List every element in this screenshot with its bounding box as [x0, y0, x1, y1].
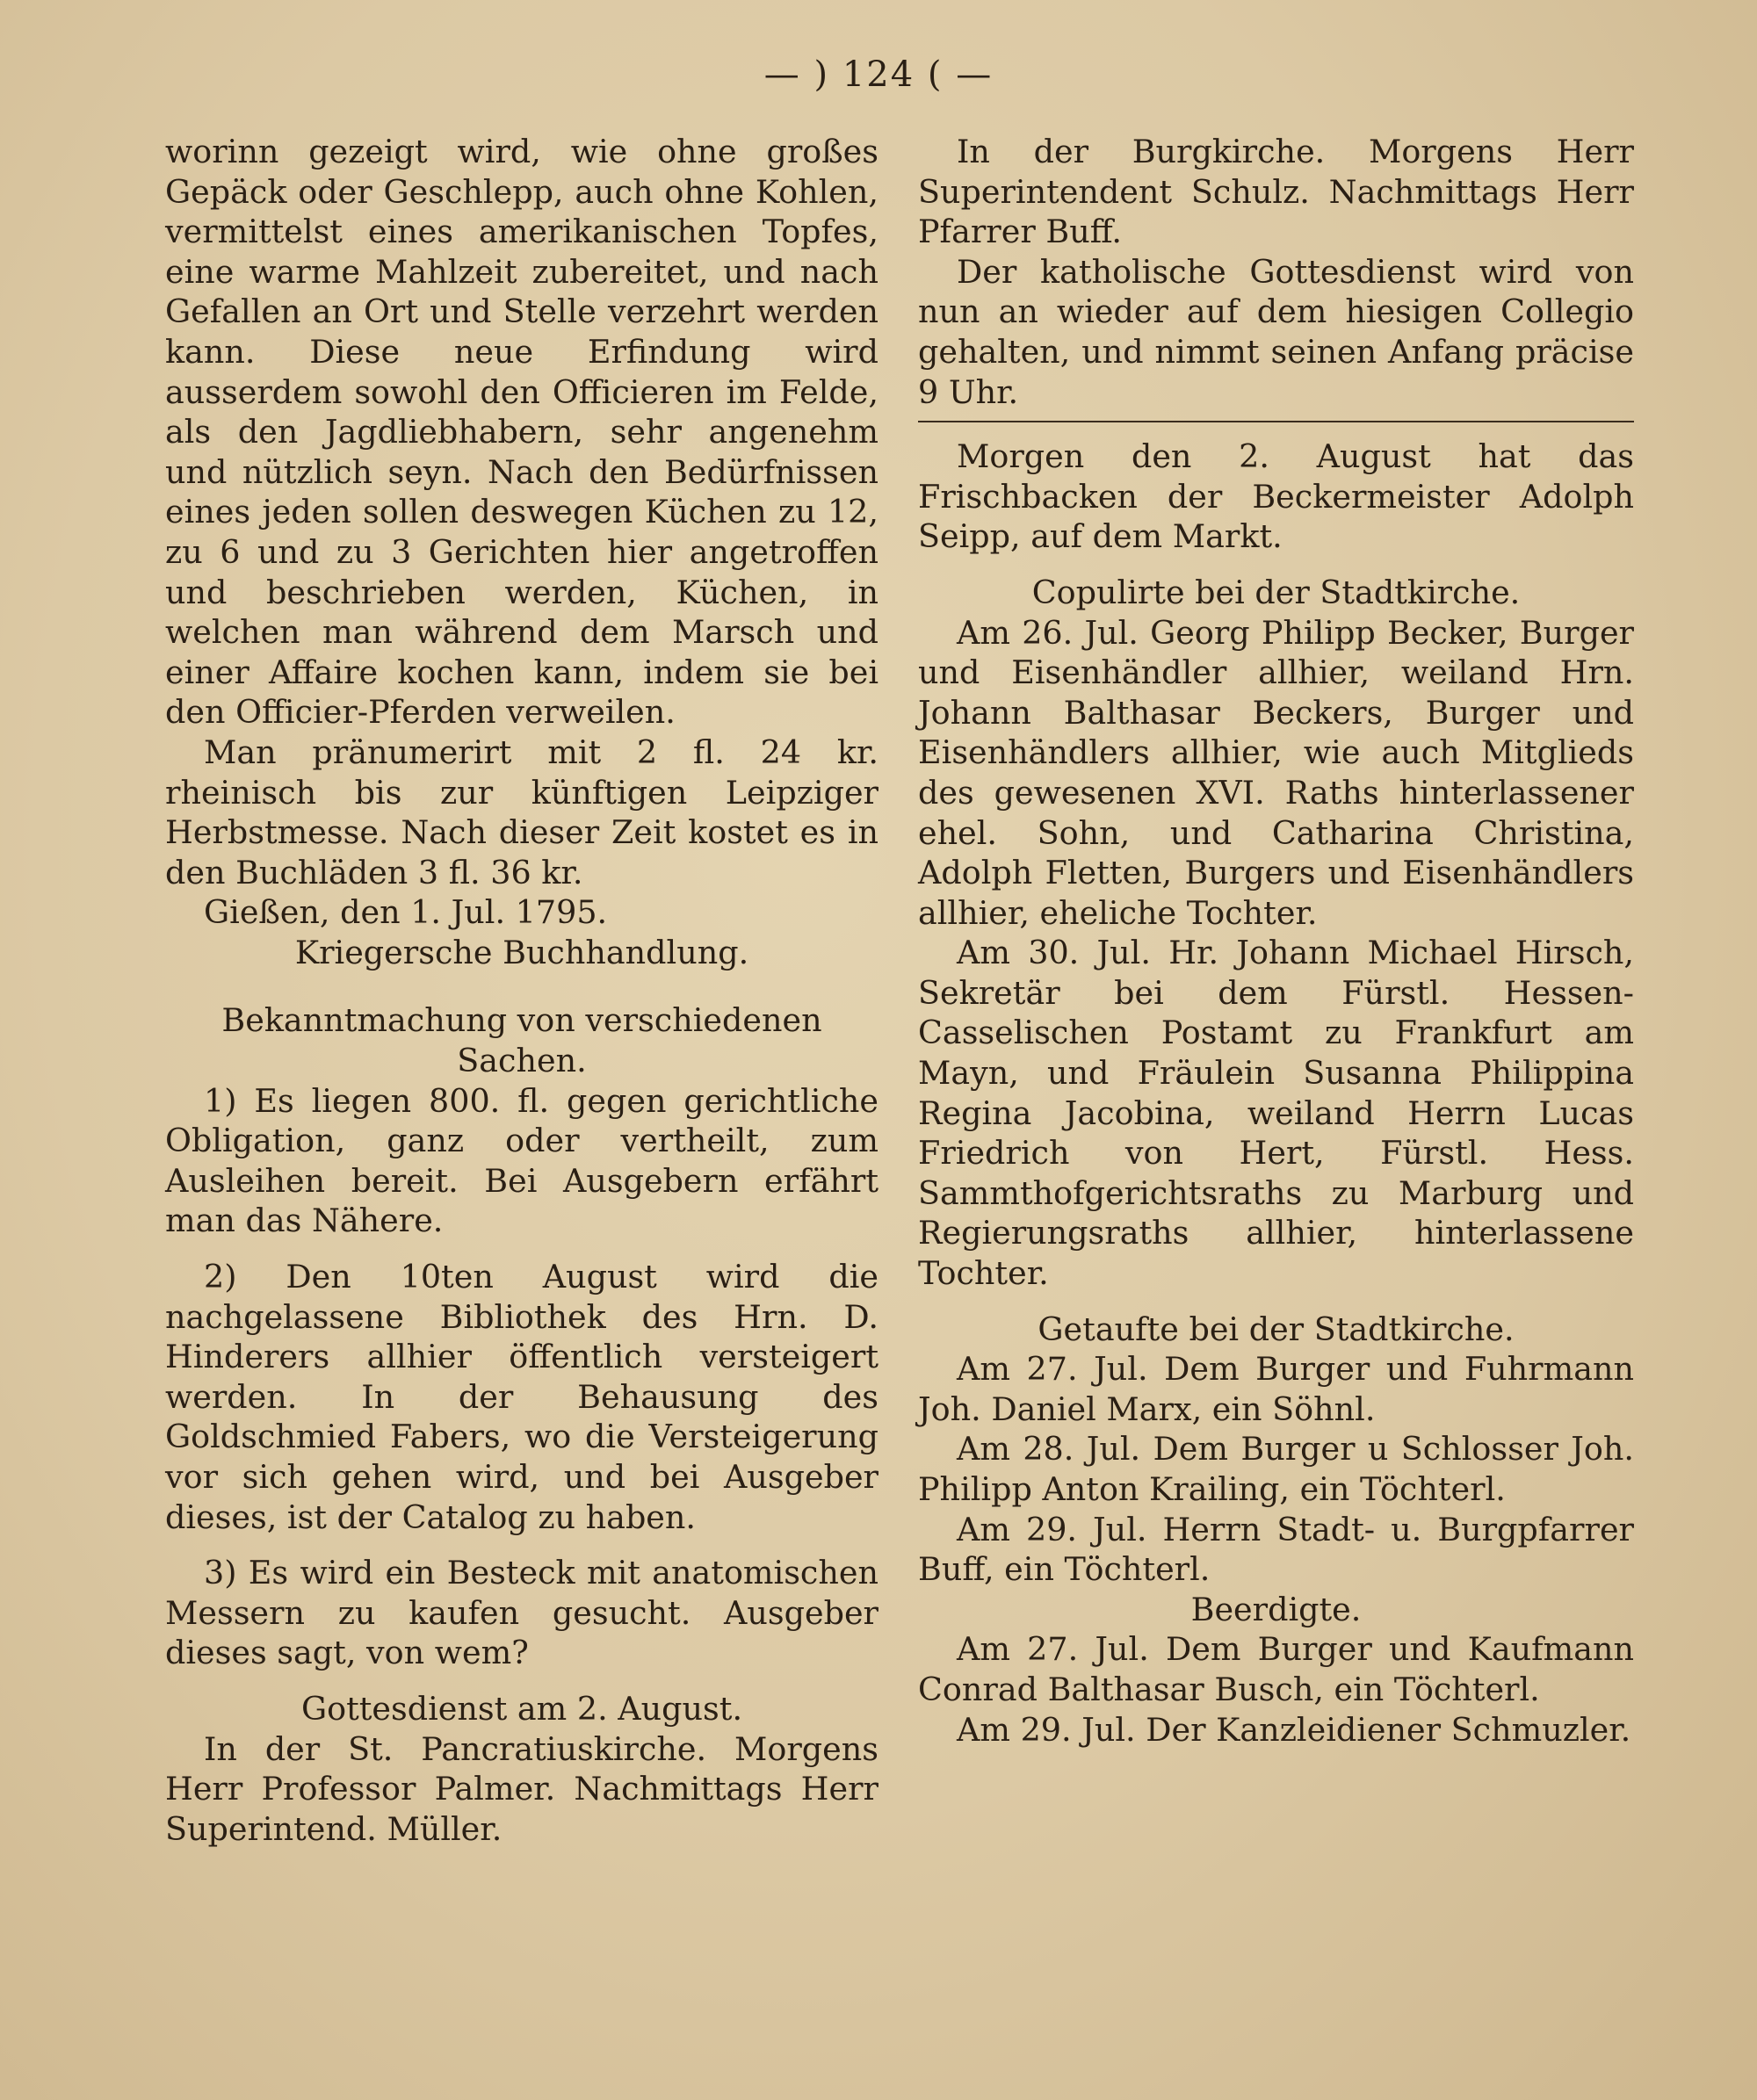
- buried-entry-2: Am 29. Jul. Der Kanzleidiener Schmuzler.: [957, 1710, 1631, 1749]
- baptized-heading: Getaufte bei der Stadtkirche.: [1038, 1310, 1515, 1348]
- buried-entry-1: Am 27. Jul. Dem Burger und Kaufmann Conrad Balthasar Busch, ein Töchterl.: [918, 1630, 1634, 1708]
- worship-text: In der St. Pancratiuskirche. Morgens Herr Professor Palmer. Nachmittags Herr Superintend. Müller.: [165, 1729, 878, 1848]
- baker-notice: Morgen den 2. August hat das Frischbacken der Beckermeister Adolph Seipp, auf dem Markt.: [918, 437, 1634, 556]
- announcement-item-1: 1) Es liegen 800. fl. gegen gerichtliche Obligation, ganz oder vertheilt, zum Ausleihen bereit. Bei Ausgebern erfährt man das Nähere.: [165, 1081, 878, 1240]
- section-divider: [918, 421, 1634, 422]
- book-notice-text: worinn gezeigt wird, wie ohne großes Gepäck oder Geschlepp, auch ohne Kohlen, vermittelst eines amerikanischen Topfes, eine warme Mahlzeit zubereitet, und nach Gefallen an Ort und Stelle verzehrt werden kann. Diese neue Erfindung wird ausserdem sowohl den Officieren im Felde, als den Jagdliebhabern, sehr angenehm und nützlich seyn. Nach den Bedürfnissen eines jeden sollen deswegen Küchen zu 12, zu 6 und zu 3 Gerichten hier angetroffen und beschrieben werden, Küchen, in welchen man während dem Marsch und einer Affaire kochen kann, indem sie bei den Officier-Pferden verweilen.: [165, 133, 878, 732]
- buried-heading: Beerdigte.: [1190, 1590, 1362, 1628]
- book-notice-price: Man pränumerirt mit 2 fl. 24 kr. rheinisch bis zur künftigen Leipziger Herbstmesse. Nach dieser Zeit kostet es in den Buchläden 3 fl. 36 kr.: [165, 732, 878, 891]
- worship-continued: In der Burgkirche. Morgens Herr Superintendent Schulz. Nachmittags Herr Pfarrer Buff.: [918, 133, 1634, 251]
- married-entry-1: Am 26. Jul. Georg Philipp Becker, Burger und Eisenhändler allhier, weiland Hrn. Johann Balthasar Beckers, Burger und Eisenhändlers allhier, wie auch Mitglieds des gewesenen XVI. Raths hinterlassener ehel. Sohn, und Catharina Christina, Adolph Fletten, Burgers und Eisenhändlers allhier, eheliche Tochter.: [918, 613, 1634, 932]
- announcements-heading: Bekanntmachung von verschiedenen Sachen.: [221, 1001, 822, 1080]
- left-column: [165, 132, 878, 1849]
- announcement-item-3: 3) Es wird ein Besteck mit anatomischen Messern zu kaufen gesucht. Ausgeber dieses sagt, von wem?: [165, 1554, 878, 1672]
- right-column: [918, 132, 1634, 1750]
- book-notice-signature: Kriegersche Buchhandlung.: [294, 933, 749, 971]
- married-heading: Copulirte bei der Stadtkirche.: [1031, 573, 1521, 611]
- baptized-entry-1: Am 27. Jul. Dem Burger und Fuhrmann Joh. Daniel Marx, ein Söhnl.: [918, 1350, 1634, 1428]
- baptized-entry-3: Am 29. Jul. Herrn Stadt- u. Burgpfarrer Buff, ein Töchterl.: [918, 1510, 1634, 1589]
- married-entry-2: Am 30. Jul. Hr. Johann Michael Hirsch, Sekretär bei dem Fürstl. Hessen-Casselischen Postamt zu Frankfurt am Mayn, und Fräulein Susanna Philippina Regina Jacobina, weiland Herrn Lucas Friedrich von Hert, Fürstl. Hess. Sammthofgerichtsraths zu Marburg und Regierungsraths allhier, hinterlassene Tochter.: [918, 934, 1634, 1293]
- catholic-service-notice: Der katholische Gottesdienst wird von nun an wieder auf dem hiesigen Collegio gehalten, und nimmt seinen Anfang präcise 9 Uhr.: [918, 252, 1634, 411]
- baptized-entry-2: Am 28. Jul. Dem Burger u Schlosser Joh. Philipp Anton Krailing, ein Töchterl.: [918, 1430, 1634, 1508]
- book-notice-place-date: Gießen, den 1. Jul. 1795.: [204, 893, 608, 932]
- page-number: — ) 124 ( —: [763, 54, 994, 95]
- announcement-item-2: 2) Den 10ten August wird die nachgelassene Bibliothek des Hrn. D. Hinderers allhier öffentlich versteigert werden. In der Behausung des Goldschmied Fabers, wo die Versteigerung vor sich gehen wird, und bei Ausgeber dieses, ist der Catalog zu haben.: [165, 1258, 878, 1536]
- worship-heading: Gottesdienst am 2. August.: [300, 1689, 743, 1728]
